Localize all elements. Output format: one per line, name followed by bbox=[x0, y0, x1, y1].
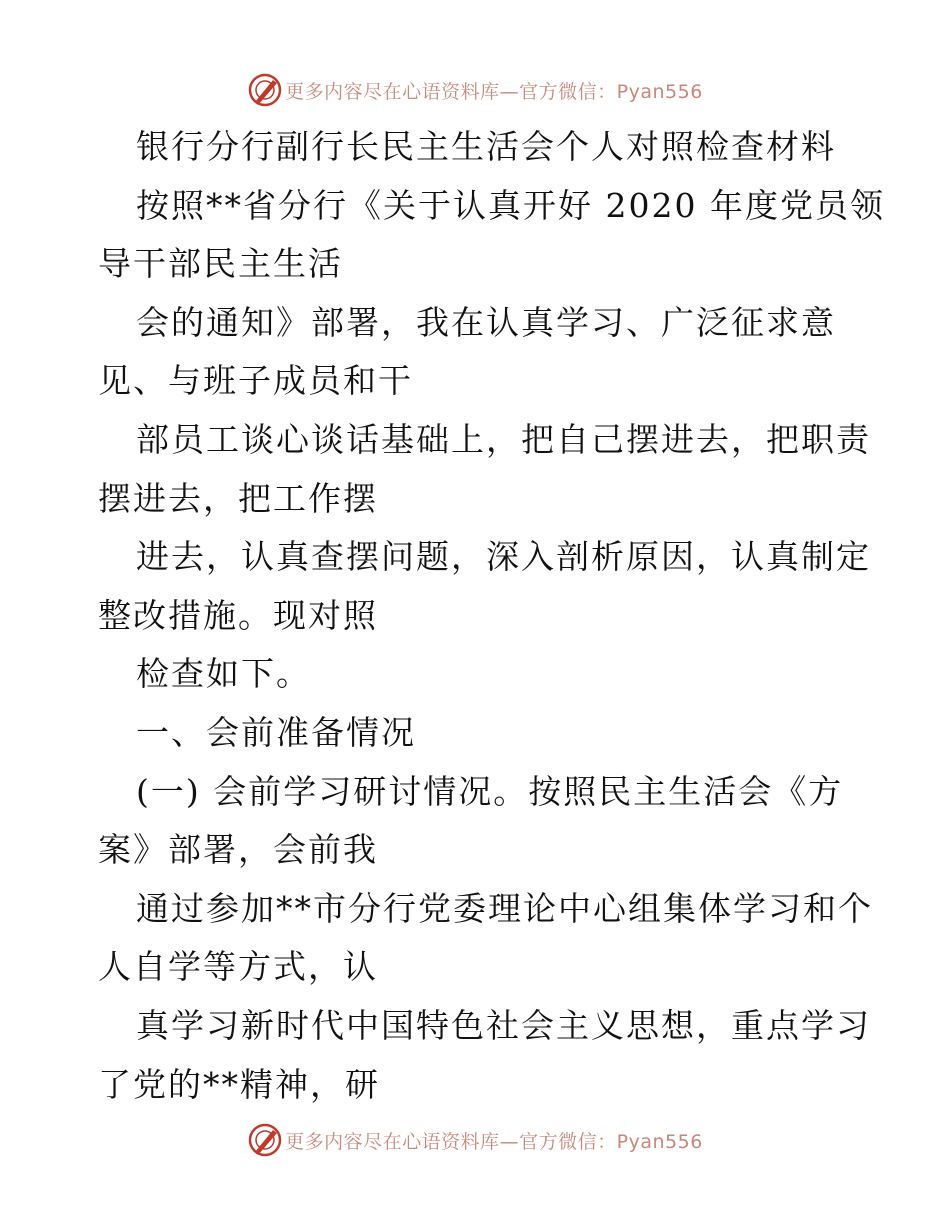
footer-banner bbox=[0, 1118, 950, 1162]
text-line: 人自学等方式，认 bbox=[98, 947, 378, 987]
header-banner bbox=[0, 68, 950, 112]
pen-logo-icon bbox=[247, 72, 283, 108]
text-line: 导干部民主生活 bbox=[98, 244, 343, 284]
text-line: 检查如下。 bbox=[136, 654, 311, 694]
text-line: 一、会前准备情况 bbox=[136, 712, 416, 752]
text-line: 案》部署，会前我 bbox=[98, 830, 378, 870]
text-line: 见、与班子成员和干 bbox=[98, 361, 413, 401]
text-line: 整改措施。现对照 bbox=[98, 595, 378, 635]
text-line: 通过参加**市分行党委理论中心组集体学习和个 bbox=[136, 888, 873, 928]
text-line: 会的通知》部署，我在认真学习、广泛征求意 bbox=[136, 302, 836, 342]
pen-logo-icon bbox=[247, 1122, 283, 1158]
text-line: 摆进去，把工作摆 bbox=[98, 478, 378, 518]
text-line: 了党的**精神，研 bbox=[98, 1064, 380, 1104]
text-line: 银行分行副行长民主生活会个人对照检查材料 bbox=[136, 127, 836, 166]
text-line: 按照**省分行《关于认真开好 2020 年度党员领 bbox=[136, 185, 885, 225]
text-line: 真学习新时代中国特色社会主义思想，重点学习 bbox=[136, 1005, 871, 1045]
banner-text: 更多内容尽在心语资料库—官方微信：Pyan556 bbox=[285, 1130, 703, 1153]
text-line: (一) 会前学习研讨情况。按照民主生活会《方 bbox=[136, 771, 844, 811]
text-line: 进去，认真查摆问题，深入剖析原因，认真制定 bbox=[136, 537, 871, 577]
document-body bbox=[98, 118, 885, 1114]
text-line: 部员工谈心谈话基础上，把自己摆进去，把职责 bbox=[136, 419, 871, 459]
banner-text: 更多内容尽在心语资料库—官方微信：Pyan556 bbox=[285, 80, 703, 103]
